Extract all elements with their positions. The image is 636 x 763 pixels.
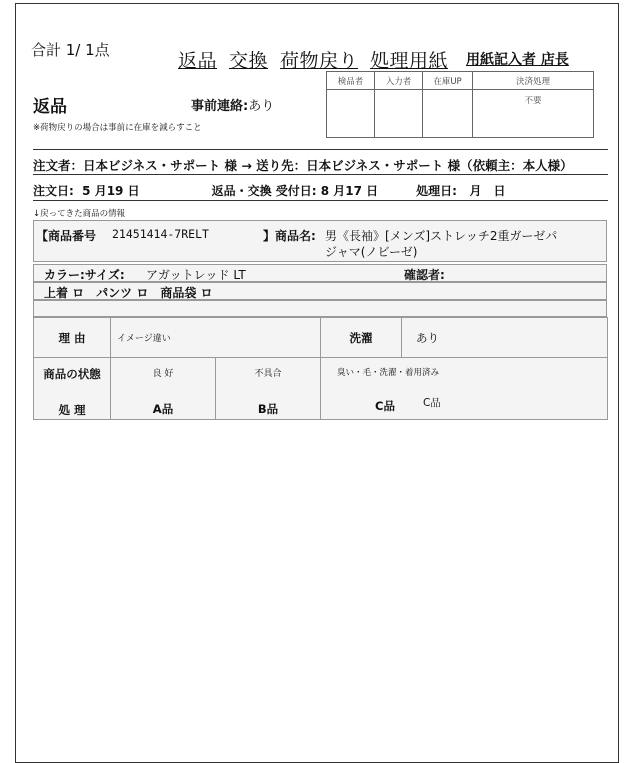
processed-date-value: 月 日 [469,184,506,198]
grade-b-cell [216,358,321,420]
condition-process-labels [34,358,111,420]
returned-item-label: ↓戻ってきた商品の情報 [33,209,126,219]
order-date-value: 5 月19 日 [82,184,140,198]
form-filler: 用紙記入者 店長 [466,52,569,68]
orderer-line: 注文者：日本ビジネス・サポート 様 → 送り先：日本ビジネス・サポート 様（依頼主：本人様） [33,158,573,173]
color-size-value: アガットレッド LT [146,268,246,282]
condition-used: 臭い・毛・洗濯・着用済み [337,368,440,378]
color-size-label: カラー:サイズ: [44,268,125,282]
grade-c-primary: C品 [375,399,395,413]
grade-a-cell [111,358,216,420]
prior-contact-value: あり [248,99,275,114]
reason-value: イメージ違い [111,318,321,358]
condition-label: 商品の状態 [43,367,101,381]
wash-label: 洗濯 [321,318,402,358]
process-label: 処 理 [58,403,86,417]
condition-good: 良 好 [152,369,174,379]
received-date-label: 返品・交換 受付日: [211,184,317,198]
checker-label: 確認者: [404,268,445,282]
parts-checklist: 上着 ロ パンツ ロ 商品袋 ロ [44,286,213,300]
processed-date-label: 処理日: [416,184,457,198]
grade-c-secondary: C品 [422,397,441,409]
condition-defect: 不具合 [254,369,282,379]
blank-row [33,300,607,317]
received-date-value: 8 月17 日 [320,184,379,198]
product-name-line1: 男《長袖》[メンズ]ストレッチ2重ガーゼパ [325,229,558,243]
item-count: 合計 1/ 1点 [31,41,110,59]
grade-c-cell [321,358,608,420]
grade-a: A品 [152,402,174,416]
prior-contact [191,95,274,114]
stamp-value-inspector [327,90,375,138]
return-type: 返品 [33,97,67,117]
product-code-label: 【商品番号 [36,229,97,243]
stamp-value-inputter [375,90,423,138]
stamp-header-settlement: 決済処理 [473,72,594,90]
title-parcel-return: 荷物戻り [280,50,359,72]
stamp-value-stock-up [423,90,473,138]
product-name-line2: ジャマ(ノビーゼ) [325,245,418,259]
stamp-header-inputter: 入力者 [375,72,423,90]
color-size-row [33,264,607,282]
prior-contact-label: 事前連絡: [191,99,249,114]
stamp-table [326,71,594,138]
reason-label: 理 由 [34,318,111,358]
parts-row [33,282,607,300]
order-date-label: 注文日: [33,184,74,198]
product-name-label: 】商品名: [263,229,316,243]
divider [33,200,608,201]
document-page [15,3,619,763]
form-title [178,46,448,73]
title-return: 返品 [178,50,218,72]
stamp-header-inspector: 検品者 [327,72,375,90]
divider [33,149,608,150]
processing-grid [33,317,608,420]
product-info-box [33,220,607,262]
grade-b: B品 [257,402,279,416]
stock-note: ※荷物戻りの場合は事前に在庫を減らすこと [33,123,202,133]
stamp-header-stock-up: 在庫UP [423,72,473,90]
title-exchange: 交換 [229,50,269,72]
title-processing-sheet: 処理用紙 [370,50,449,72]
stamp-value-settlement: 不要 [473,90,594,138]
divider [33,174,608,175]
grade-c-row [337,398,601,414]
wash-value: あり [402,318,608,358]
product-code-value: 21451414-7RELT [112,227,209,241]
date-line [33,182,506,199]
